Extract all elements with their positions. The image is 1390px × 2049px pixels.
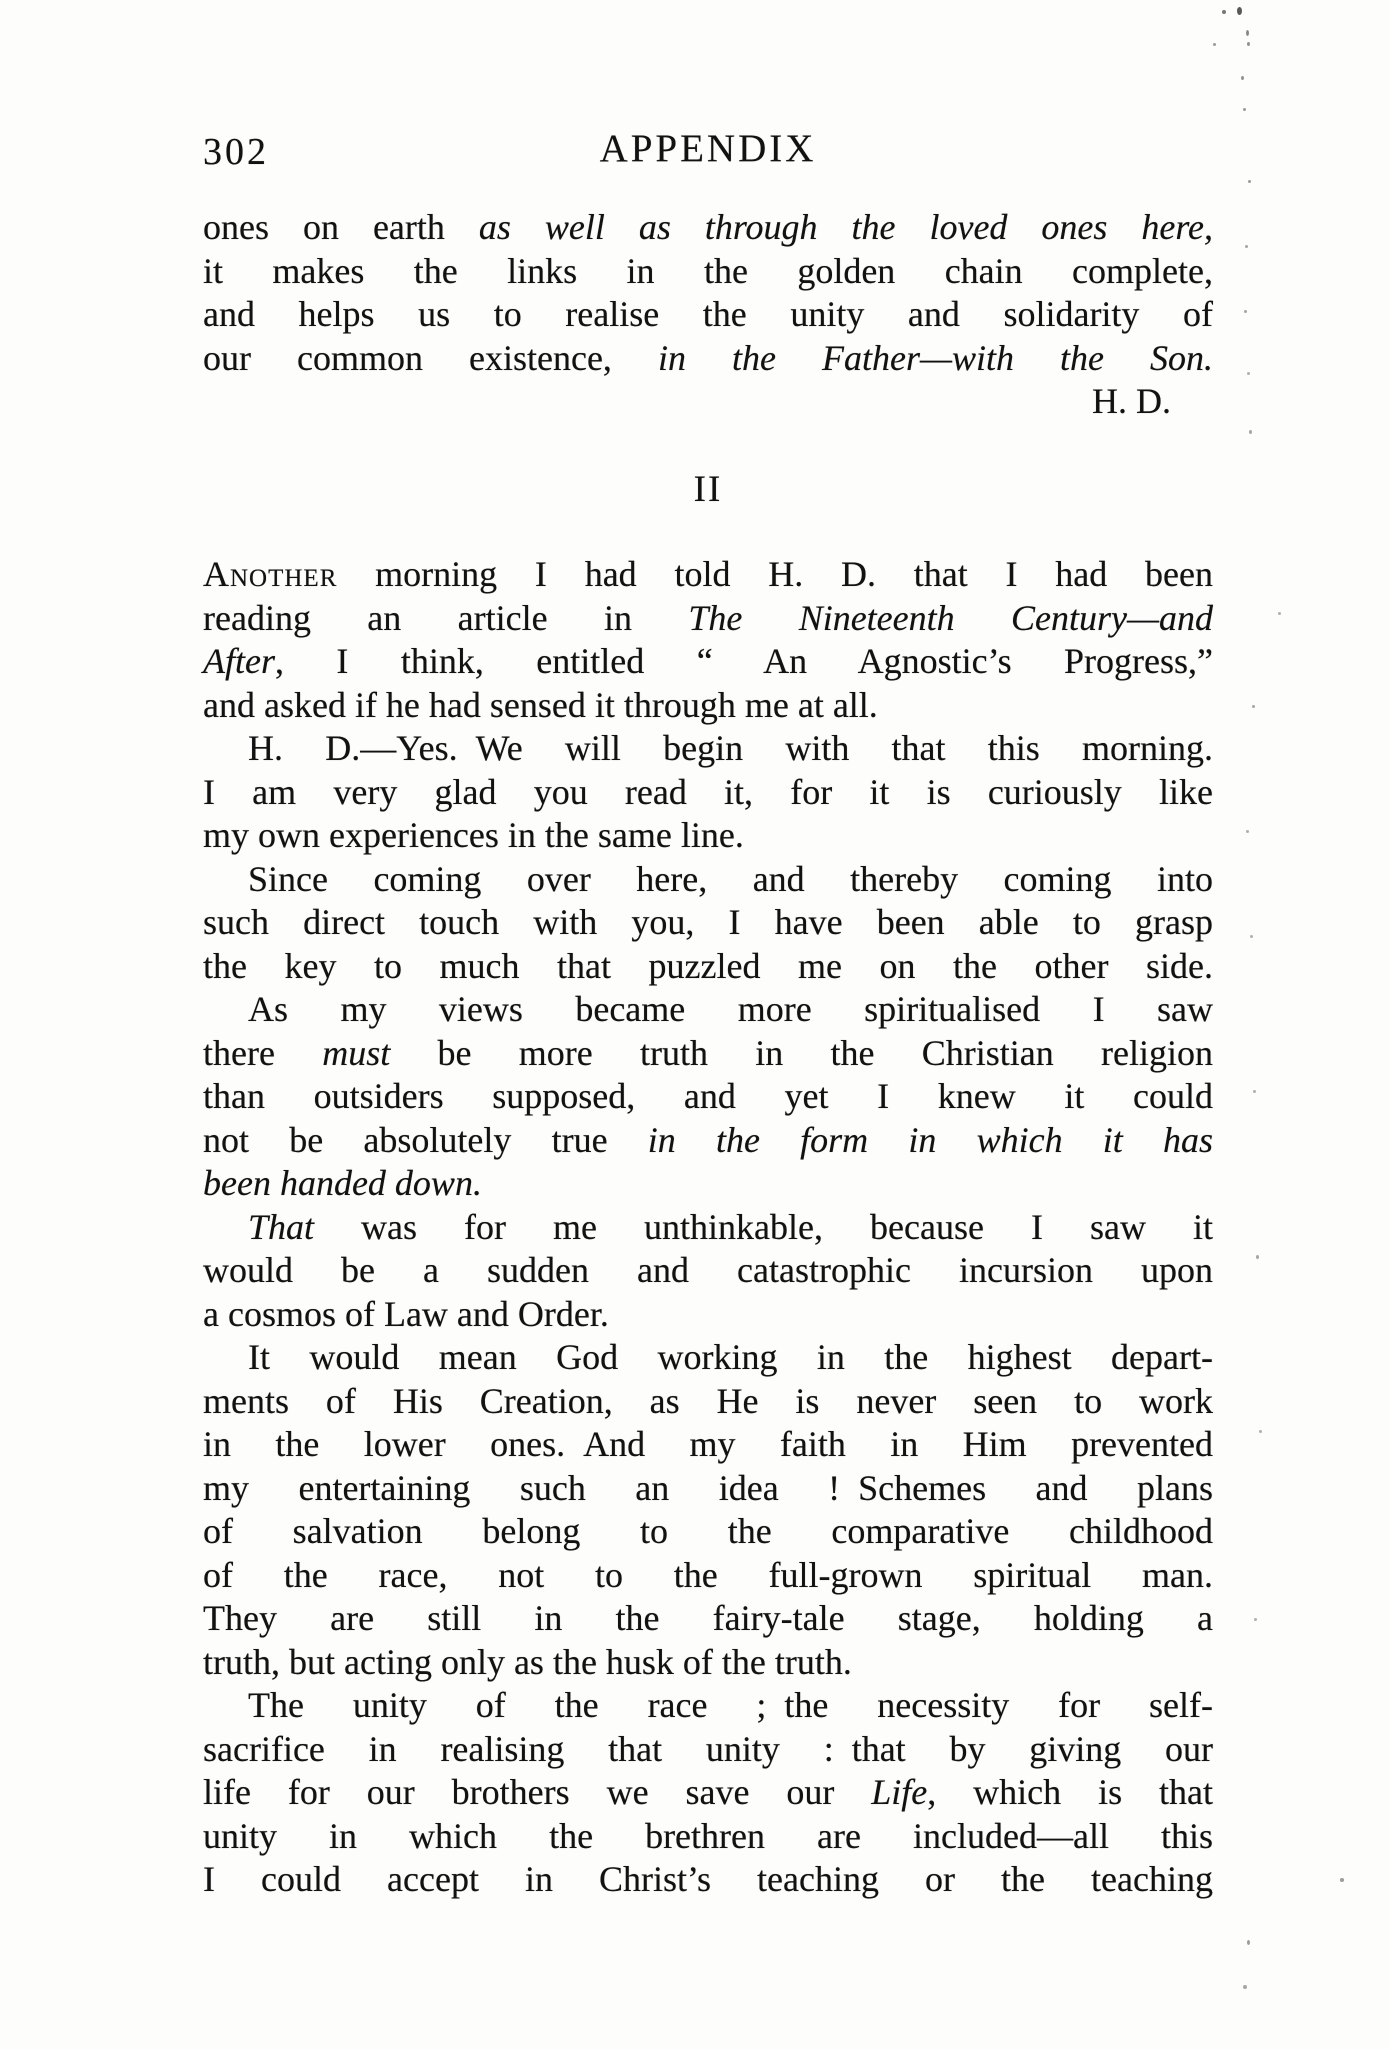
text: , which is that <box>927 1772 1213 1812</box>
text: was for me unthinkable, because I saw it <box>314 1206 1213 1247</box>
italic-text: That <box>248 1206 315 1247</box>
scan-artifact <box>1243 1985 1247 1989</box>
text-line <box>203 901 1213 945</box>
text: The unity of the race ; the necessity for self- <box>248 1685 1213 1725</box>
scan-artifact <box>1254 1618 1257 1621</box>
text-line <box>203 1423 1213 1467</box>
text: ments of His Creation, as He is never seen to work <box>203 1380 1213 1421</box>
running-head: APPENDIX <box>599 127 817 170</box>
italic-text: been handed down. <box>203 1163 482 1203</box>
italic-text: in the Father—with the Son. <box>657 337 1213 378</box>
text: such direct touch with you, I have been able to grasp <box>203 902 1213 942</box>
text-line <box>203 250 1213 294</box>
text: in the lower ones. And my faith in Him prevented <box>203 1424 1213 1464</box>
text: sacrifice in realising that unity : that by giving our <box>203 1728 1213 1769</box>
text-line <box>203 1206 1213 1250</box>
text: Since coming over here, and thereby coming into <box>248 858 1213 899</box>
text-line <box>203 1119 1213 1163</box>
text-line <box>203 1032 1213 1076</box>
text-line <box>203 1510 1213 1554</box>
italic-text: as well as through the loved ones here, <box>478 207 1214 247</box>
text-line <box>203 771 1213 815</box>
text: and asked if he had sensed it through me at all. <box>203 684 878 725</box>
text: truth, but acting only as the husk of the truth. <box>203 1641 852 1682</box>
scan-artifact <box>1256 1255 1259 1259</box>
section-heading: II <box>693 468 723 510</box>
text: my entertaining such an idea ! Schemes and plans <box>203 1467 1213 1508</box>
scan-artifact <box>1222 10 1226 14</box>
text-line <box>203 1467 1213 1511</box>
text: our common existence, <box>203 337 658 378</box>
scan-artifact <box>1241 76 1244 80</box>
italic-text: After <box>203 641 275 681</box>
text: than outsiders supposed, and yet I knew it could <box>203 1076 1213 1116</box>
italic-text: must <box>322 1032 391 1073</box>
text: reading an article in <box>203 597 689 638</box>
text: unity in which the brethren are included—all this <box>203 1815 1213 1856</box>
text-line <box>203 640 1213 684</box>
italic-text: The Nineteenth Century—and <box>688 597 1214 638</box>
text: morning I had told H. D. that I had been <box>337 554 1213 594</box>
paragraph <box>203 206 1213 380</box>
text-line <box>203 1380 1213 1424</box>
text: there <box>203 1032 323 1073</box>
text-line <box>203 1771 1213 1815</box>
paragraph <box>203 858 1213 989</box>
scan-artifact <box>1259 1430 1262 1433</box>
scan-artifact <box>1253 1090 1256 1093</box>
scan-artifact <box>1213 43 1216 46</box>
paragraph <box>203 1684 1213 1902</box>
text: the key to much that puzzled me on the other side. <box>203 945 1213 986</box>
text-line <box>203 1293 1213 1337</box>
text-line <box>203 684 1213 728</box>
text: H. D.—Yes. We will begin with that this morning. <box>248 728 1213 768</box>
signature: H. D. <box>1092 381 1171 421</box>
scan-artifact <box>1246 30 1249 36</box>
paragraph <box>203 988 1213 1206</box>
scan-artifact <box>1247 42 1250 46</box>
text: of the race, not to the full-grown spiritual man. <box>203 1554 1213 1595</box>
paragraph <box>203 727 1213 858</box>
scan-artifact <box>1246 830 1249 833</box>
text: I could accept in Christ’s teaching or the teaching <box>203 1859 1213 1899</box>
text-line <box>203 1728 1213 1772</box>
scan-artifact <box>1340 1878 1344 1882</box>
scan-artifact <box>1237 7 1242 15</box>
italic-text: Life <box>871 1772 928 1812</box>
text-line <box>203 1162 1213 1206</box>
text: They are still in the fairy-tale stage, holding a <box>203 1598 1213 1638</box>
text-line <box>203 1336 1213 1380</box>
text: It would mean God working in the highest depart- <box>248 1337 1213 1377</box>
scan-artifact <box>1248 180 1251 183</box>
text: a cosmos of Law and Order. <box>203 1293 609 1334</box>
text-line <box>203 1641 1213 1685</box>
text-line <box>203 1554 1213 1598</box>
smallcaps-text: Another <box>203 554 338 594</box>
text-line <box>203 1684 1213 1728</box>
text: would be a sudden and catastrophic incursion upon <box>203 1250 1213 1290</box>
text-line <box>203 988 1213 1032</box>
text-line <box>203 293 1213 337</box>
scan-artifact <box>1247 372 1250 375</box>
page-header <box>203 126 1213 174</box>
text-block <box>203 206 1213 1902</box>
paragraph <box>203 553 1213 727</box>
scan-artifact <box>1247 1940 1250 1945</box>
scan-artifact <box>1243 108 1246 111</box>
text-line <box>203 206 1213 250</box>
text-line <box>203 553 1213 597</box>
text-line <box>203 1597 1213 1641</box>
scan-artifact <box>1252 705 1255 708</box>
text-line <box>203 858 1213 902</box>
text: of salvation belong to the comparative childhood <box>203 1511 1213 1551</box>
page-number: 302 <box>203 131 269 173</box>
scan-artifact <box>1249 430 1252 434</box>
scan-artifact <box>1278 612 1281 615</box>
paragraph <box>203 1336 1213 1684</box>
text-line <box>203 1858 1213 1902</box>
text: not be absolutely true <box>203 1119 648 1160</box>
text: ones on earth <box>203 207 479 247</box>
text: As my views became more spiritualised I saw <box>248 989 1213 1029</box>
text-line <box>203 1249 1213 1293</box>
italic-text: in the form in which it has <box>647 1119 1214 1160</box>
text-line <box>203 1815 1213 1859</box>
text: my own experiences in the same line. <box>203 815 744 855</box>
text-line <box>203 945 1213 989</box>
text: it makes the links in the golden chain complete, <box>203 250 1213 291</box>
text: , I think, entitled “ An Agnostic’s Progress,” <box>274 641 1213 681</box>
text-line <box>203 727 1213 771</box>
scan-artifact <box>1245 245 1248 248</box>
text: life for our brothers we save our <box>203 1772 872 1812</box>
text: and helps us to realise the unity and solidarity of <box>203 294 1213 334</box>
text-line <box>203 1075 1213 1119</box>
paragraph <box>203 1206 1213 1337</box>
text-line <box>203 337 1213 381</box>
text-line <box>203 814 1213 858</box>
text-line <box>203 597 1213 641</box>
text: I am very glad you read it, for it is curiously like <box>203 771 1213 812</box>
scan-artifact <box>1244 310 1247 313</box>
text: be more truth in the Christian religion <box>390 1032 1213 1073</box>
scan-artifact <box>1250 935 1253 938</box>
